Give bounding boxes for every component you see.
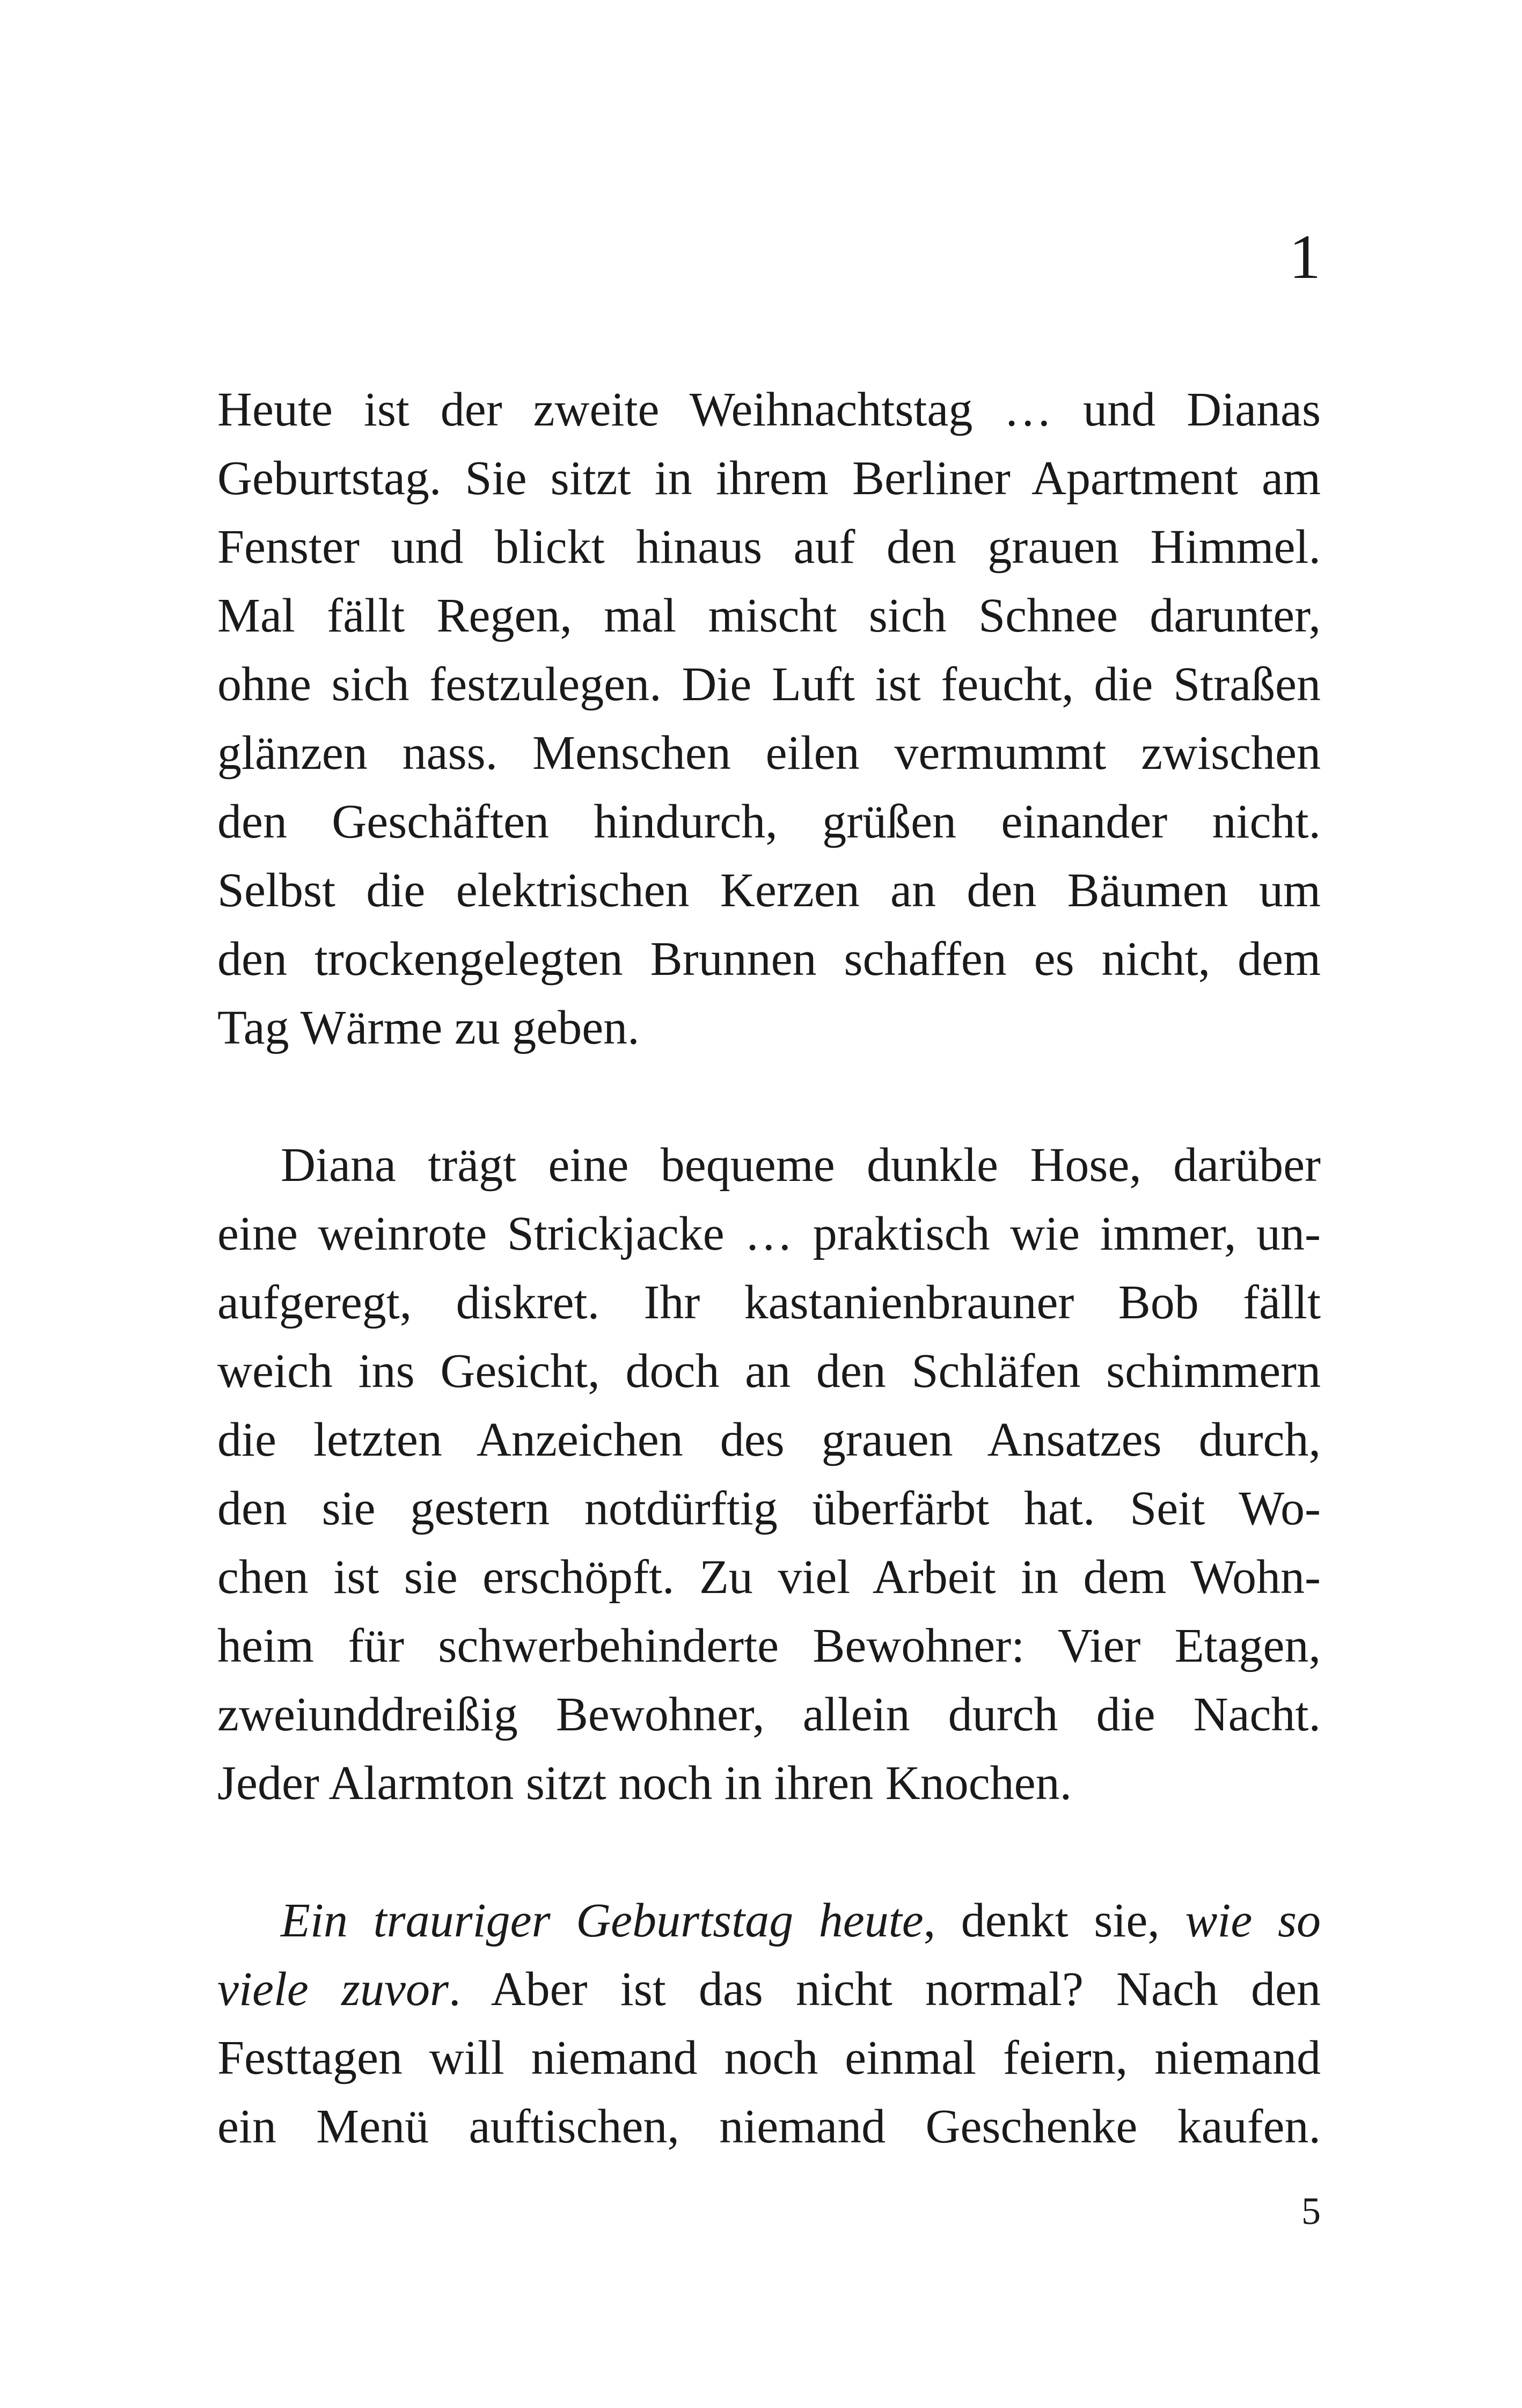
- text-line: Mal fällt Regen, mal mischt sich Schnee darunter,: [217, 589, 1321, 642]
- plain-text: , denkt sie,: [923, 1894, 1186, 1947]
- plain-text: . Aber ist das nicht normal? Nach den: [448, 1963, 1321, 2016]
- page-number: 5: [1301, 2190, 1321, 2233]
- text-line: Jeder Alarmton sitzt noch in ihren Knochen.: [217, 1757, 1072, 1810]
- italic-text: Ein trauriger Geburtstag heute: [281, 1894, 924, 1947]
- text-line: [217, 1886, 1321, 1955]
- text-line: Festtagen will niemand noch einmal feiern, niemand: [217, 2031, 1321, 2084]
- text-line: den trockengelegten Brunnen schaffen es nicht, dem: [217, 933, 1321, 986]
- paragraph-2: [217, 1131, 1321, 1818]
- text-line: heim für schwerbehinderte Bewohner: Vier Etagen,: [217, 1619, 1321, 1672]
- text-line: glänzen nass. Menschen eilen vermummt zwischen: [217, 726, 1321, 780]
- text-line: ein Menü auftischen, niemand Geschenke kaufen.: [217, 2100, 1321, 2153]
- body-text: [217, 376, 1321, 2161]
- text-line: chen ist sie erschöpft. Zu viel Arbeit in dem Wohn-: [217, 1551, 1321, 1604]
- text-line: aufgeregt, diskret. Ihr kastanienbrauner Bob fällt: [217, 1276, 1321, 1329]
- text-line: Heute ist der zweite Weihnachtstag … und Dianas: [217, 383, 1321, 436]
- text-line: Fenster und blickt hinaus auf den grauen Himmel.: [217, 520, 1321, 574]
- text-line: Diana trägt eine bequeme dunkle Hose, darüber: [281, 1139, 1321, 1192]
- text-line: Geburtstag. Sie sitzt in ihrem Berliner Apartment am: [217, 452, 1321, 505]
- text-line: zweiunddreißig Bewohner, allein durch die Nacht.: [217, 1688, 1321, 1741]
- text-line: den Geschäften hindurch, grüßen einander nicht.: [217, 795, 1321, 848]
- chapter-number: 1: [1289, 222, 1321, 292]
- text-line: eine weinrote Strickjacke … praktisch wie immer, un-: [217, 1207, 1321, 1260]
- text-line: weich ins Gesicht, doch an den Schläfen schimmern: [217, 1345, 1321, 1398]
- italic-text: wie so: [1185, 1894, 1321, 1947]
- text-line: ohne sich festzulegen. Die Luft ist feucht, die Straßen: [217, 658, 1321, 711]
- italic-text: viele zuvor: [217, 1963, 449, 2016]
- paragraph-3: [217, 1886, 1321, 2161]
- text-line: Selbst die elektrischen Kerzen an den Bäumen um: [217, 864, 1321, 917]
- text-line: Tag Wärme zu geben.: [217, 1001, 640, 1054]
- text-line: den sie gestern notdürftig überfärbt hat. Seit Wo-: [217, 1482, 1321, 1535]
- text-line: [217, 1955, 1321, 2024]
- paragraph-1: [217, 376, 1321, 1062]
- text-line: die letzten Anzeichen des grauen Ansatzes durch,: [217, 1413, 1321, 1466]
